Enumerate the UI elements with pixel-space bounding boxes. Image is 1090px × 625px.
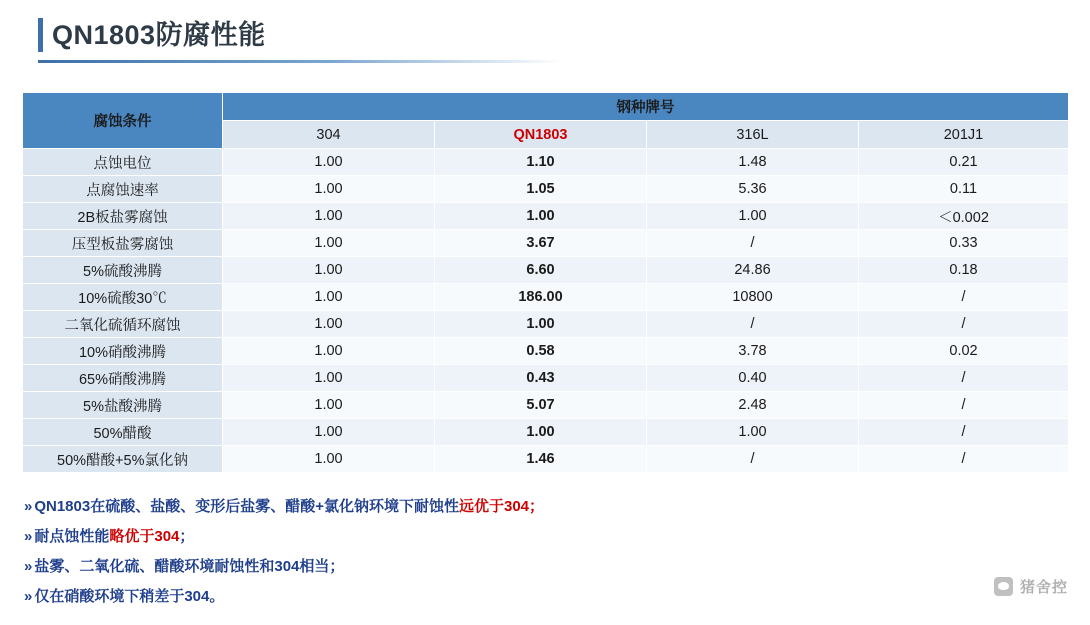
table-row — [23, 257, 1069, 284]
cell-value: 1.00 — [435, 311, 647, 338]
table-row — [23, 149, 1069, 176]
cell-value: / — [859, 365, 1069, 392]
column-header-304: 304 — [223, 121, 435, 149]
cell-value: 1.00 — [223, 203, 435, 230]
watermark-label: 猪舍控 — [1019, 579, 1068, 596]
cell-value: 1.10 — [435, 149, 647, 176]
cell-value: 1.00 — [223, 284, 435, 311]
bullet-text: ； — [179, 528, 195, 545]
table-row — [23, 446, 1069, 473]
cell-value: 1.46 — [435, 446, 647, 473]
cell-condition: 10%硫酸30℃ — [23, 284, 223, 311]
bullet-text: QN1803在硫酸、盐酸、变形后盐雾、醋酸+氯化钠环境下耐蚀性 — [34, 498, 459, 515]
cell-condition: 50%醋酸 — [23, 419, 223, 446]
cell-value: ＜0.002 — [859, 203, 1069, 230]
cell-value: 1.00 — [647, 419, 859, 446]
watermark — [994, 576, 1068, 597]
cell-value: / — [859, 392, 1069, 419]
cell-value: 5.36 — [647, 176, 859, 203]
cell-value: 1.48 — [647, 149, 859, 176]
bullet-text: 仅在硝酸环境下稍差于304。 — [34, 588, 225, 605]
cell-value: 2.48 — [647, 392, 859, 419]
table-row — [23, 284, 1069, 311]
cell-condition: 5%盐酸沸腾 — [23, 392, 223, 419]
cell-value: 1.00 — [223, 365, 435, 392]
cell-value: 0.33 — [859, 230, 1069, 257]
column-header-qn1803: QN1803 — [435, 121, 647, 149]
header-group-steel-grade: 钢种牌号 — [223, 93, 1069, 121]
bullet-marker: » — [24, 528, 33, 545]
cell-value: 1.00 — [435, 419, 647, 446]
cell-value: 1.00 — [223, 149, 435, 176]
cell-condition: 二氧化硫循环腐蚀 — [23, 311, 223, 338]
cell-condition: 压型板盐雾腐蚀 — [23, 230, 223, 257]
title-block — [38, 16, 578, 63]
column-header-316l: 316L — [647, 121, 859, 149]
cell-condition: 点蚀电位 — [23, 149, 223, 176]
cell-value: 10800 — [647, 284, 859, 311]
cell-value: 0.40 — [647, 365, 859, 392]
bullet-text: 略优于304 — [109, 528, 180, 545]
performance-table-wrapper — [22, 92, 1068, 473]
cell-condition: 10%硝酸沸腾 — [23, 338, 223, 365]
cell-value: 1.00 — [223, 311, 435, 338]
bullet-text: ； — [529, 498, 545, 515]
cell-condition: 65%硝酸沸腾 — [23, 365, 223, 392]
cell-value: 0.58 — [435, 338, 647, 365]
cell-value: 0.21 — [859, 149, 1069, 176]
bullet-item — [24, 522, 924, 552]
table-row — [23, 176, 1069, 203]
bullet-marker: » — [24, 588, 33, 605]
cell-value: 1.00 — [223, 257, 435, 284]
bullet-item — [24, 492, 924, 522]
cell-value: 0.18 — [859, 257, 1069, 284]
cell-value: 1.00 — [435, 203, 647, 230]
table-header-row-1 — [23, 93, 1069, 121]
cell-value: 1.00 — [223, 419, 435, 446]
cell-value: 1.00 — [223, 446, 435, 473]
cell-value: 24.86 — [647, 257, 859, 284]
cell-value: / — [647, 230, 859, 257]
table-row — [23, 365, 1069, 392]
cell-condition: 50%醋酸+5%氯化钠 — [23, 446, 223, 473]
page-title: QN1803防腐性能 — [52, 20, 266, 50]
cell-value: 1.00 — [223, 338, 435, 365]
bullet-marker: » — [24, 498, 33, 515]
title-accent-bar — [38, 18, 43, 52]
cell-value: / — [859, 284, 1069, 311]
cell-value: / — [859, 419, 1069, 446]
summary-bullets — [24, 492, 924, 612]
cell-value: / — [647, 311, 859, 338]
cell-value: 0.43 — [435, 365, 647, 392]
performance-table — [22, 92, 1069, 473]
cell-value: 1.00 — [223, 230, 435, 257]
table-row — [23, 338, 1069, 365]
table-row — [23, 419, 1069, 446]
cell-value: 0.11 — [859, 176, 1069, 203]
cell-value: 3.78 — [647, 338, 859, 365]
bullet-item — [24, 582, 924, 612]
bullet-text: 盐雾、二氧化硫、醋酸环境耐蚀性和304相当； — [34, 558, 345, 575]
bullet-text: 耐点蚀性能 — [34, 528, 110, 545]
cell-condition: 2B板盐雾腐蚀 — [23, 203, 223, 230]
header-condition: 腐蚀条件 — [23, 93, 223, 149]
pig-icon — [994, 577, 1013, 596]
title-underline — [38, 60, 563, 63]
cell-value: 1.05 — [435, 176, 647, 203]
cell-condition: 5%硫酸沸腾 — [23, 257, 223, 284]
cell-value: 0.02 — [859, 338, 1069, 365]
cell-condition: 点腐蚀速率 — [23, 176, 223, 203]
bullet-item — [24, 552, 924, 582]
cell-value: 6.60 — [435, 257, 647, 284]
table-row — [23, 203, 1069, 230]
cell-value: 1.00 — [647, 203, 859, 230]
table-row — [23, 311, 1069, 338]
cell-value: 5.07 — [435, 392, 647, 419]
table-row — [23, 230, 1069, 257]
table-row — [23, 392, 1069, 419]
bullet-text: 远优于304 — [458, 498, 530, 515]
column-header-201j1: 201J1 — [859, 121, 1069, 149]
bullet-marker: » — [24, 558, 33, 575]
cell-value: / — [647, 446, 859, 473]
cell-value: / — [859, 446, 1069, 473]
cell-value: 1.00 — [223, 176, 435, 203]
cell-value: 3.67 — [435, 230, 647, 257]
cell-value: 1.00 — [223, 392, 435, 419]
cell-value: / — [859, 311, 1069, 338]
cell-value: 186.00 — [435, 284, 647, 311]
